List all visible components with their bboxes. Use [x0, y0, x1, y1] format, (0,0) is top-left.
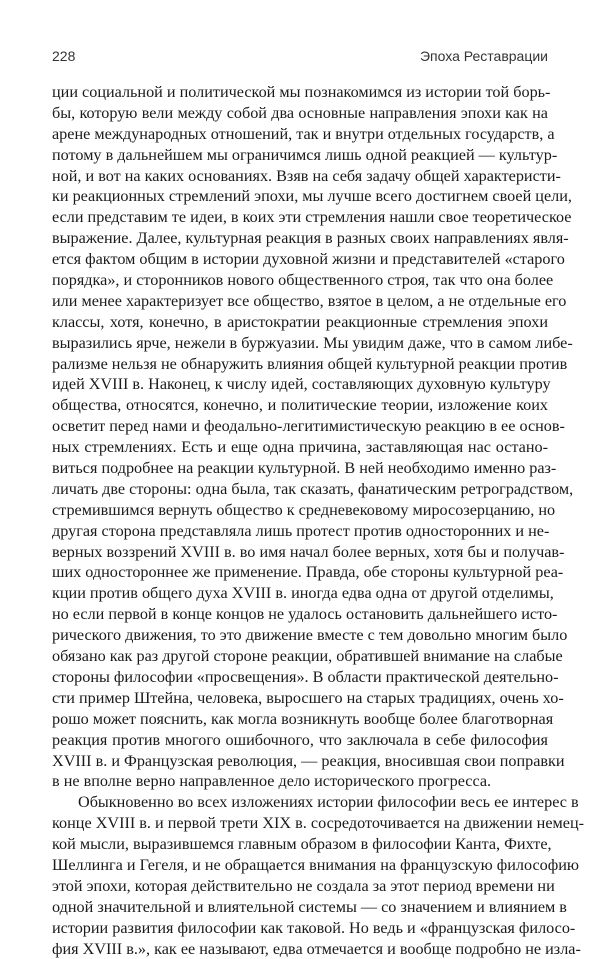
text-line: кой мысли, выразившемся главным образом в философии Канта, Фихте,: [52, 835, 552, 854]
text-line: этой эпохи, которая действительно не создала за этот период времени ни: [52, 876, 555, 895]
text-line: конце XVIII в. и первой трети XIX в. сосредоточивается на движении немец-: [52, 814, 584, 833]
text-line: классы, хотя, конечно, в аристократии реакционные стремления эпохи: [52, 312, 548, 331]
text-line: осветит перед нами и феодально-легитимистическую реакцию в ее основ-: [52, 417, 565, 436]
text-line: Обыкновенно во всех изложениях истории философии весь ее интерес в: [78, 793, 579, 812]
text-line: выражение. Далее, культурная реакция в разных своих направлениях явля-: [52, 229, 569, 248]
text-line: личать две стороны: одна была, так сказать, фанатическим ретроградством,: [52, 479, 574, 498]
text-line: но если первой в конце концов не удалось остановить дальнейшего исто-: [52, 605, 558, 624]
page-header: [52, 40, 548, 64]
text-line: ной, и вот на каких основаниях. Взяв на себя задачу общей характеристи-: [52, 166, 561, 185]
text-line: порядка», и сторонников нового общественного строя, так что она более: [52, 271, 554, 290]
text-line: потому в дальнейшем мы ограничимся лишь одной реакцией — культур-: [52, 145, 558, 164]
text-line: ных стремлениях. Есть и еще одна причина, заставляющая нас остано-: [52, 438, 548, 457]
text-line: XVIII в. и Французская революция, — реакция, вносившая свои поправки: [52, 751, 565, 770]
text-line: фия XVIII в.», как ее называют, едва отмечается и вообще подробно не изла-: [52, 939, 581, 958]
running-title: Эпоха Реставрации: [419, 48, 548, 64]
text-line: рошо может пояснить, как могла возникнуть вообще более благотворная: [52, 709, 554, 728]
text-line: рического движения, то это движение вместе с тем довольно многим было: [52, 626, 568, 645]
text-line: если представим те идеи, в коих эти стремления нашли свое теоретическое: [52, 208, 572, 227]
text-line: или менее характеризует все общество, взятое в целом, а не отдельные его: [52, 291, 567, 310]
text-line: идей XVIII в. Наконец, к числу идей, составляющих духовную культуру: [52, 375, 551, 394]
text-line: сти пример Штейна, человека, выросшего на старых традициях, очень хо-: [52, 688, 564, 707]
text-line: арене международных отношений, так и внутри отдельных государств, а: [52, 124, 555, 143]
text-line: ших одностороннее же применение. Правда, обе стороны культурной реа-: [52, 563, 564, 582]
text-line: верных воззрений XVIII в. во имя начал более верных, хотя бы и получав-: [52, 542, 565, 561]
text-line: ции социальной и политической мы познакомимся из истории той борь-: [52, 83, 551, 101]
text-line: кции против общего духа XVIII в. иногда едва одна от другой отделимы,: [52, 584, 554, 603]
text-line: обязано как раз другой стороне реакции, обратившей внимание на слабые: [52, 647, 563, 666]
text-line: стремившимся вернуть общество к средневековому миросозерцанию, но: [52, 500, 556, 519]
page-number: 228: [52, 48, 76, 64]
text-line: одной значительной и влиятельной системы — со значением и влиянием в: [52, 897, 567, 916]
text-line: реакция против многого ошибочного, что заключала в себе философия: [52, 730, 548, 749]
text-line: ется фактом общим в истории духовной жизни и представителей «старого: [52, 250, 565, 269]
body-text: [52, 82, 584, 959]
text-line: в не вполне верно направленное дело исторического прогресса.: [52, 772, 492, 791]
text-line: истории развития философии как таковой. Но ведь и «французская филосо-: [52, 918, 576, 937]
text-line: рализме нельзя не обнаружить влияния общей культурной реакции против: [52, 354, 568, 373]
text-line: ки реакционных стремлений эпохи, мы лучше всего достигнем своей цели,: [52, 187, 572, 206]
text-line: стороны философии «просвещения». В области практической деятельно-: [52, 667, 559, 686]
text-line: бы, которую вели между собой два основные направления эпохи как на: [52, 103, 548, 122]
text-line: общества, относятся, конечно, и политические теории, изложение коих: [52, 396, 548, 415]
text-line: Шеллинга и Гегеля, и не обращается внимания на французскую философию: [52, 855, 579, 874]
text-line: виться подробнее на реакции культурной. В ней необходимо именно раз-: [52, 459, 557, 478]
text-line: другая сторона представляла лишь протест против односторонних и не-: [52, 521, 550, 540]
text-line: выразились ярче, нежели в буржуазии. Мы увидим даже, что в самом либе-: [52, 333, 573, 352]
